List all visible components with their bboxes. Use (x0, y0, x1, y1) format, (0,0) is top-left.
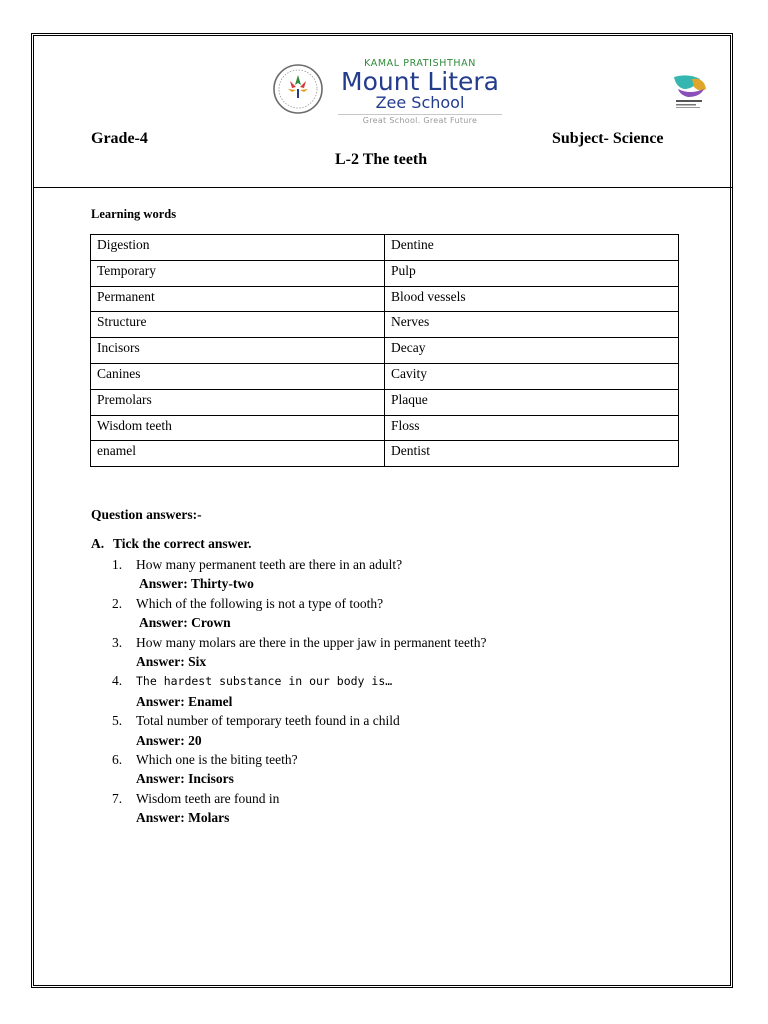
answer-text: Answer: Crown (139, 615, 231, 631)
word-cell: Floss (385, 415, 679, 441)
word-cell: Wisdom teeth (91, 415, 385, 441)
word-cell: Premolars (91, 389, 385, 415)
section-letter: A. (91, 536, 105, 551)
question-number: 1. (112, 557, 123, 572)
word-cell: Cavity (385, 363, 679, 389)
list-item (112, 711, 487, 750)
list-item (112, 789, 487, 828)
table-row (91, 389, 679, 415)
table-row (91, 338, 679, 364)
table-row (91, 441, 679, 467)
table-row (91, 260, 679, 286)
question-answers-heading: Question answers:- (91, 507, 202, 522)
list-item (112, 671, 487, 711)
word-cell: Permanent (91, 286, 385, 312)
list-item (112, 594, 487, 633)
school-subname: Zee School (375, 93, 465, 112)
table-row (91, 312, 679, 338)
question-text: Which one is the biting teeth? (136, 752, 298, 768)
question-number: 7. (112, 790, 123, 806)
header-divider (34, 187, 732, 188)
answer-text: Answer: Incisors (136, 771, 234, 787)
question-number: 6. (112, 752, 123, 768)
question-number: 4. (112, 673, 123, 689)
table-row (91, 286, 679, 312)
grade-label: Grade-4 (91, 130, 148, 147)
answer-text: Answer: Six (136, 654, 207, 670)
table-row (91, 363, 679, 389)
question-text: How many permanent teeth are there in an adult? (136, 557, 403, 572)
question-number: 3. (112, 634, 123, 650)
school-logo (272, 58, 502, 125)
question-text: Which of the following is not a type of tooth? (136, 595, 384, 611)
question-number: 2. (112, 595, 123, 611)
answer-text: Answer: Molars (136, 810, 230, 826)
org-name: KAMAL PRATISHTHAN (364, 58, 476, 69)
answer-text: Answer: 20 (136, 732, 202, 748)
word-cell: Temporary (91, 260, 385, 286)
lesson-title: L-2 The teeth (335, 151, 428, 168)
international-school-badge-icon (670, 75, 708, 111)
word-cell: Pulp (385, 260, 679, 286)
table-row (91, 235, 679, 261)
school-tagline: Great School. Great Future (338, 114, 502, 125)
word-cell: Canines (91, 363, 385, 389)
question-text: Total number of temporary teeth found in a child (136, 713, 400, 729)
learning-words-heading: Learning words (91, 207, 177, 221)
word-cell: Structure (91, 312, 385, 338)
question-text: The hardest substance in our body is… (136, 674, 393, 689)
word-cell: Plaque (385, 389, 679, 415)
list-item (112, 750, 487, 789)
word-cell: Digestion (91, 235, 385, 261)
word-cell: Decay (385, 338, 679, 364)
school-name: Mount Litera (341, 67, 499, 96)
word-cell: Dentine (385, 235, 679, 261)
subject-label: Subject- Science (552, 130, 664, 147)
question-list (112, 555, 487, 828)
table-row (91, 415, 679, 441)
section-heading (91, 536, 251, 552)
learning-words-table (90, 234, 679, 467)
question-number: 5. (112, 713, 123, 729)
question-text: Wisdom teeth are found in (136, 790, 280, 806)
word-cell: enamel (91, 441, 385, 467)
answer-text: Answer: Thirty-two (139, 576, 254, 592)
word-cell: Incisors (91, 338, 385, 364)
word-cell: Blood vessels (385, 286, 679, 312)
word-cell: Dentist (385, 441, 679, 467)
school-seal-icon (272, 63, 324, 115)
list-item (112, 633, 487, 672)
answer-text: Answer: Enamel (136, 693, 233, 709)
section-title: Tick the correct answer. (113, 536, 252, 551)
list-item (112, 555, 487, 594)
word-cell: Nerves (385, 312, 679, 338)
question-text: How many molars are there in the upper jaw in permanent teeth? (136, 634, 487, 650)
